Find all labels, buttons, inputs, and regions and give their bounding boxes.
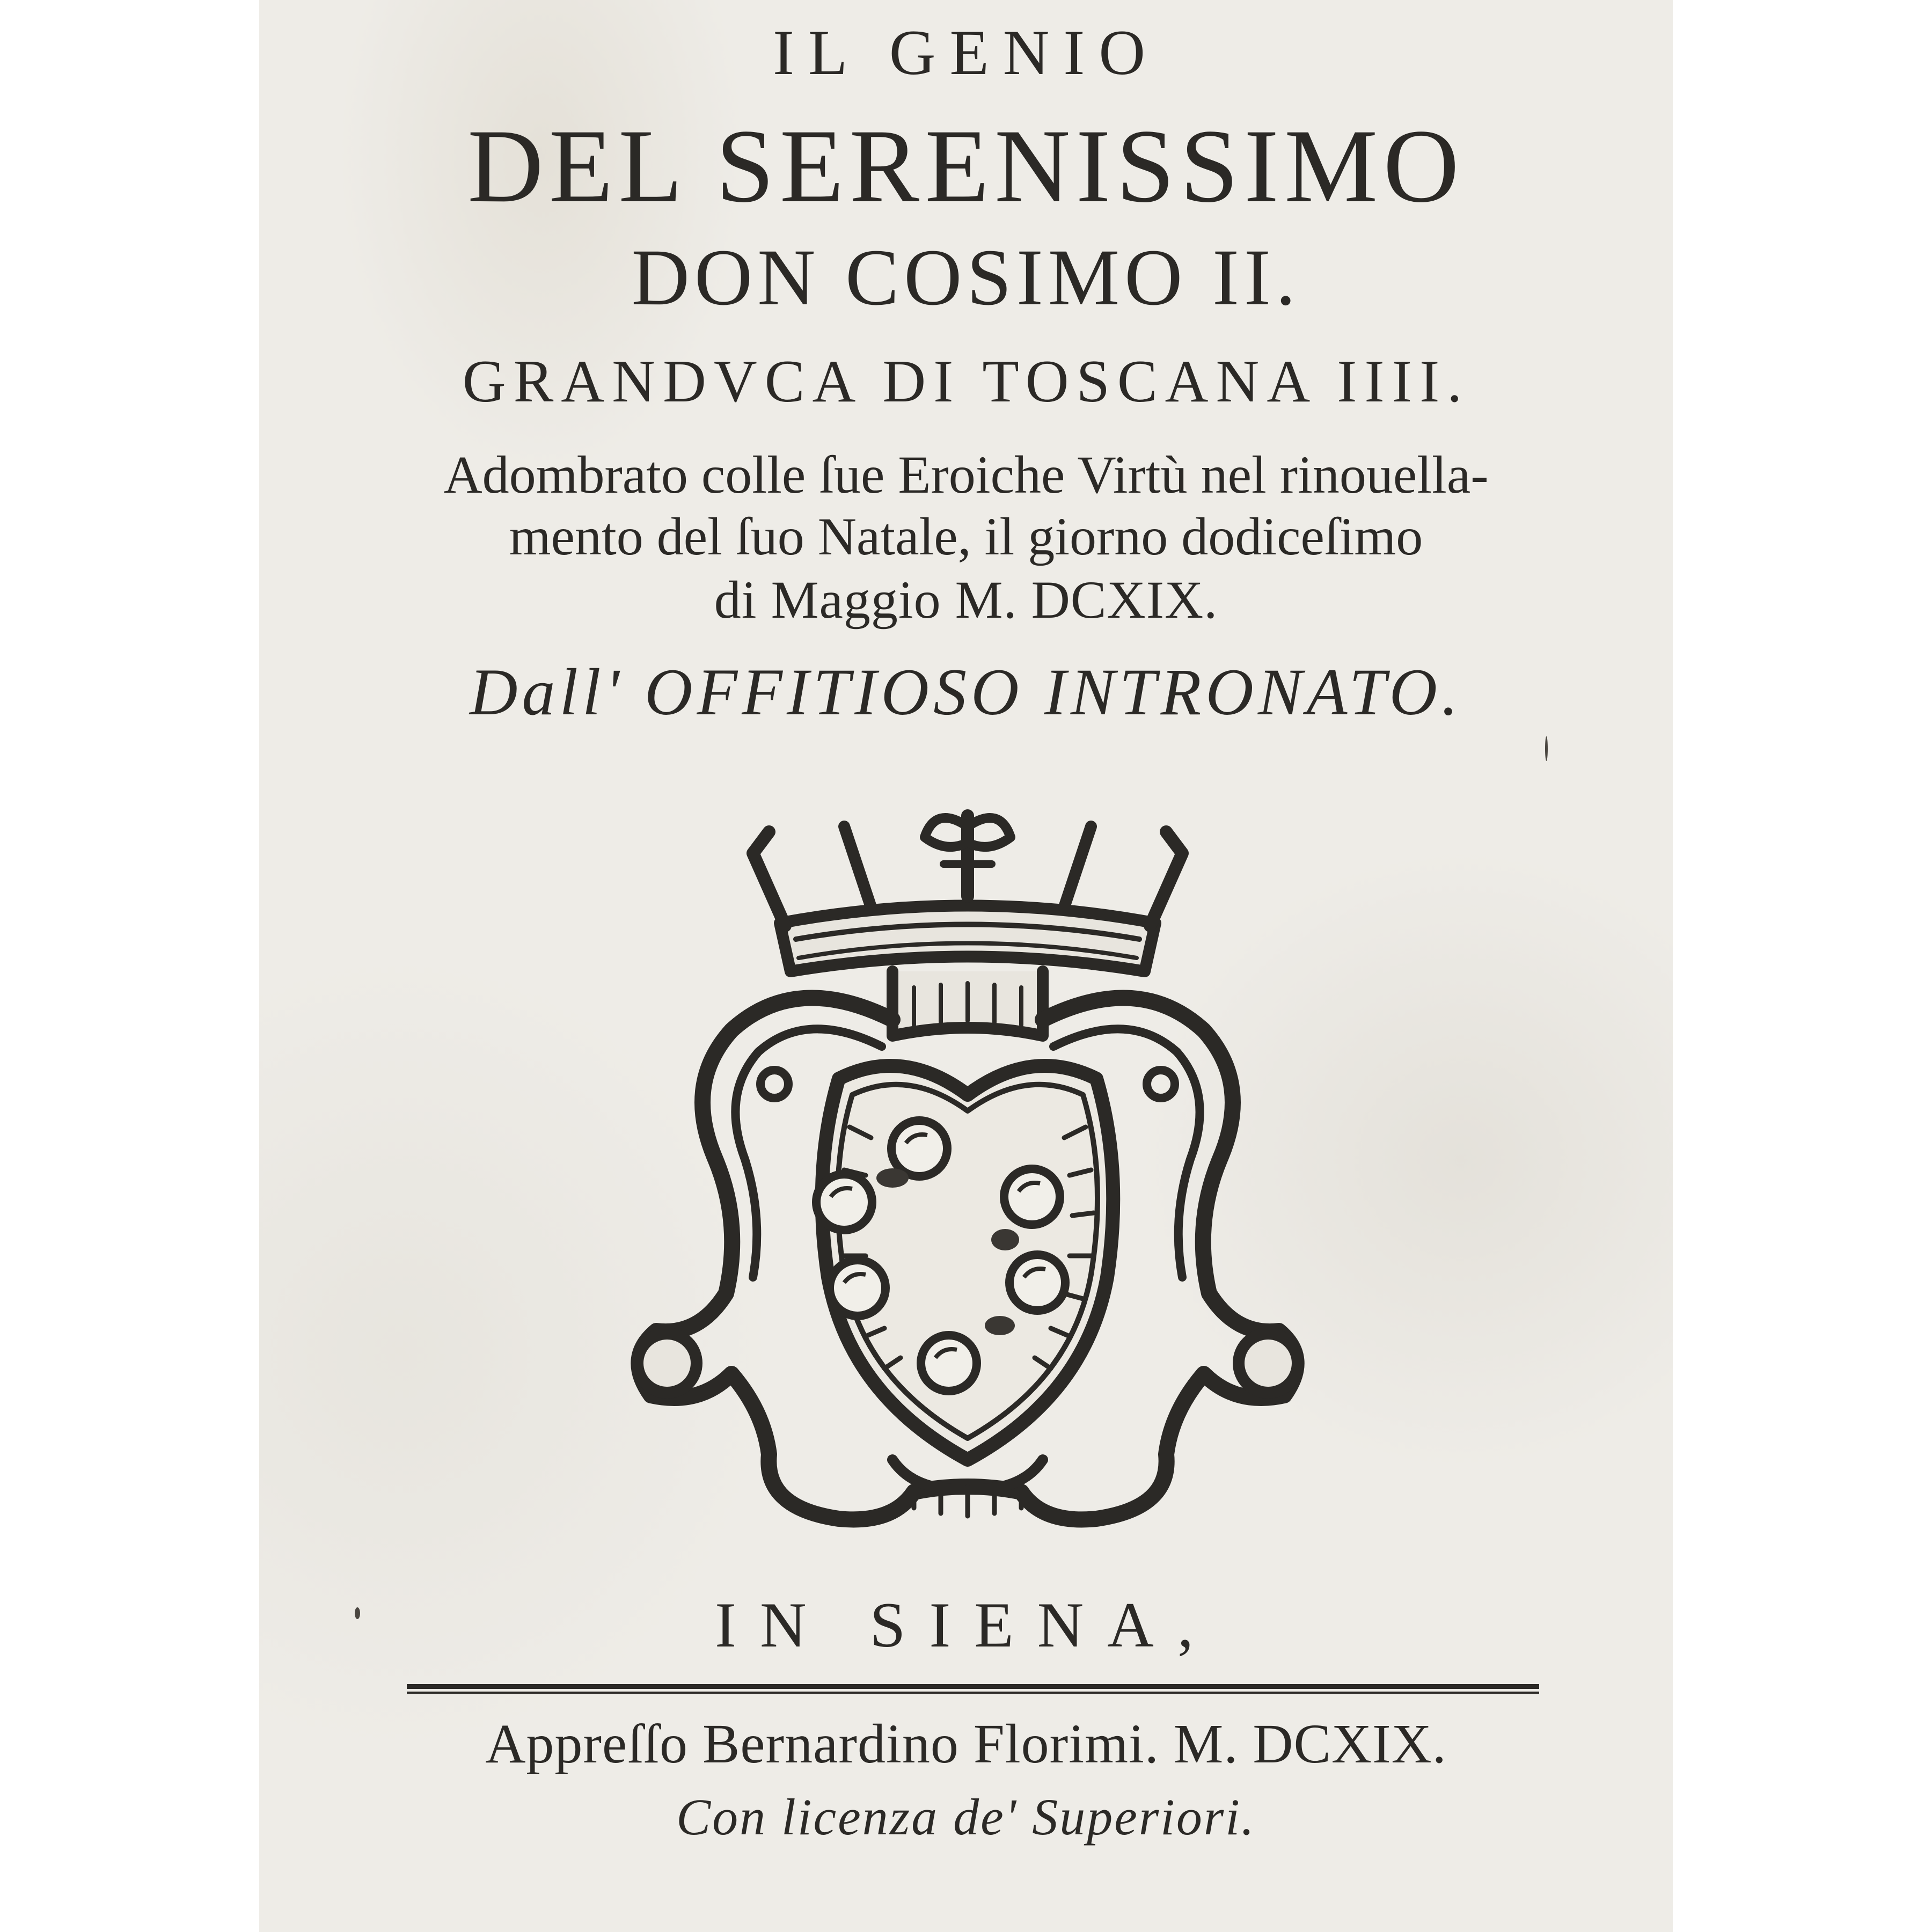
subtitle-line-1: Adombrato colle ſue Eroiche Virtù nel rinouella-	[443, 445, 1489, 504]
imprint-license: Con licenza de' Superiori.	[676, 1788, 1256, 1846]
title-line-1: IL GENIO	[772, 17, 1160, 88]
title-line-2: DEL SERENISSIMO	[467, 108, 1465, 224]
title-page	[259, 0, 1673, 1932]
subtitle-line-3: di Maggio M. DCXIX.	[714, 570, 1218, 630]
imprint-city: IN SIENA,	[715, 1589, 1217, 1660]
title-line-3: DON COSIMO II.	[631, 233, 1301, 322]
coat-of-arms-icon	[592, 794, 1343, 1546]
imprint-printer: Appreſſo Bernardino Florimi. M. DCXIX.	[485, 1713, 1447, 1775]
subtitle-line-2: mento del ſuo Natale, il giorno dodiceſimo	[509, 507, 1423, 566]
imprint-rule	[407, 1684, 1539, 1694]
author-line: Dall' OFFITIOSO INTRONATO.	[469, 655, 1463, 729]
foxing-spot	[1545, 736, 1548, 761]
title-line-4: GRANDVCA DI TOSCANA IIII.	[462, 348, 1470, 415]
foxing-spot	[355, 1607, 360, 1619]
